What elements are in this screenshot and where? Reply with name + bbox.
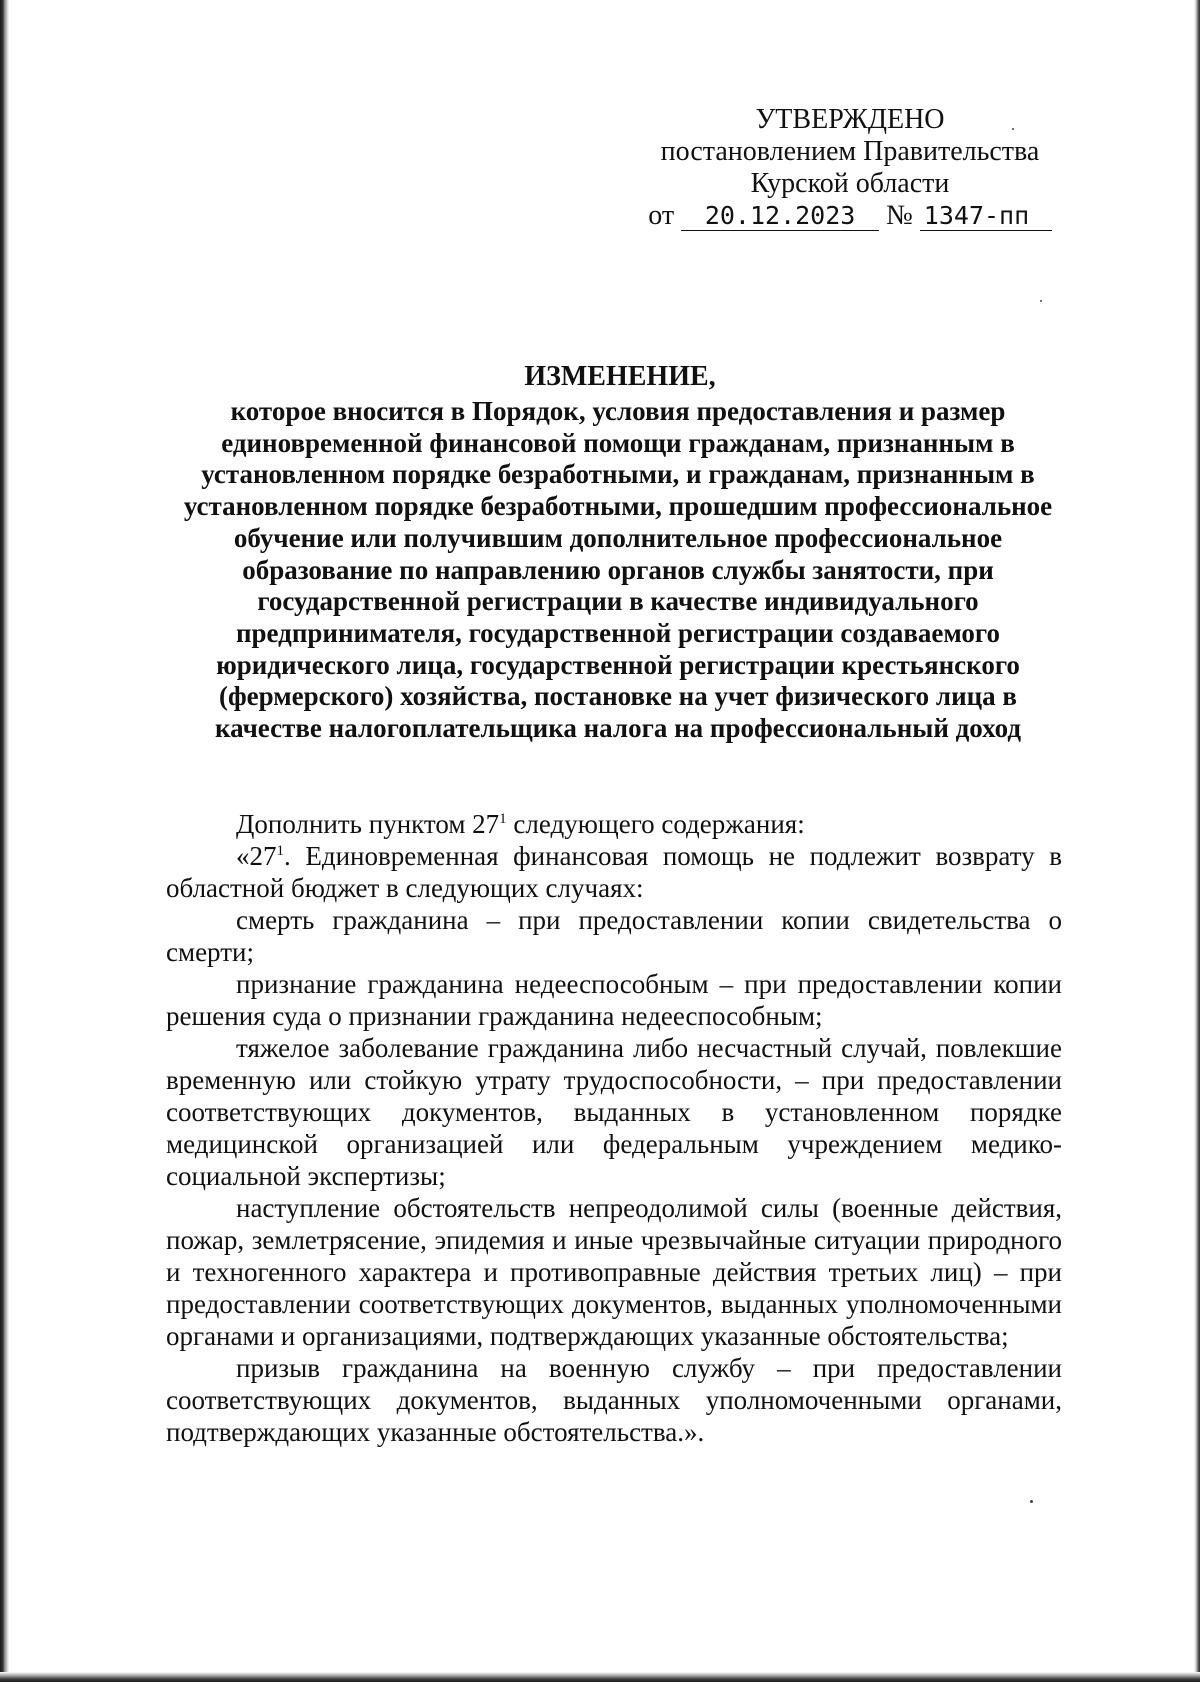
number-prefix: №: [886, 200, 913, 231]
scan-edge-bottom: [0, 1672, 1200, 1682]
approval-region: Курской области: [750, 168, 950, 199]
intro-tail: следующего содержания:: [506, 809, 805, 839]
document-body: [166, 808, 1062, 1448]
approval-heading: УТВЕРЖДЕНО: [755, 104, 945, 135]
approval-block: [640, 104, 1060, 232]
approval-number: 1347-пп: [920, 202, 1052, 231]
case-item-illness: тяжелое заболевание гражданина либо несчастный случай, повлекшие временную или стойкую утрату трудоспособности, – при предоставлении соответствующих документов, выданных в установленном порядке медицинской организацией или федеральным учреждением медико-социальной экспертизы;: [166, 1033, 1062, 1191]
approval-issuer: постановлением Правительства: [660, 136, 1040, 167]
approval-date: 20.12.2023: [681, 202, 879, 231]
intro-text: Дополнить пунктом 27: [236, 809, 500, 839]
case-item-force-majeure: наступление обстоятельств непреодолимой силы (военные действия, пожар, землетрясение, эпидемия и иные чрезвычайные ситуации природного и техногенного характера и противоправные действия третьих лиц) – при предоставлении соответствующих документов, выданных уполномоченными органами и организациями, подтверждающих указанные обстоятельства;: [166, 1193, 1062, 1351]
clause-paragraph: [166, 840, 1062, 904]
document-title: ИЗМЕНЕНИЕ,: [524, 361, 716, 392]
approval-date-row: [640, 200, 1060, 232]
scan-edge-right: [1194, 0, 1200, 1682]
intro-paragraph: [166, 808, 1062, 840]
scan-edge-left: [0, 0, 9, 1682]
scan-speck: [1030, 1500, 1033, 1503]
clause-superscript: 1: [276, 843, 284, 859]
case-item-incapacity: признание гражданина недееспособным – при предоставлении копии решения суда о признании гражданина недееспособным;: [166, 969, 1062, 1031]
clause-open: «27: [236, 841, 277, 871]
document-subtitle: которое вносится в Порядок, условия предоставления и размер единовременной финансовой помощи гражданам, признанным в установленном порядке безработными, и гражданам, признанным в установленном порядке безработными, прошедшим профессиональное обучение или получившим дополнительное профессиональное образование по направлению органов службы занятости, при государственной регистрации в качестве индивидуального предпринимателя, государственной регистрации создаваемого юридического лица, государственной регистрации крестьянского (фермерского) хозяйства, постановке на учет физического лица в качестве налогоплательщика налога на профессиональный доход: [183, 396, 1053, 744]
scan-speck: [1040, 300, 1042, 302]
case-item-military-service: призыв гражданина на военную службу – при предоставлении соответствующих документов, выданных уполномоченными органами, подтверждающих указанные обстоятельства.».: [166, 1353, 1062, 1447]
date-prefix: от: [648, 200, 675, 231]
clause-text: . Единовременная финансовая помощь не подлежит возврату в областной бюджет в следующих случаях:: [166, 841, 1062, 903]
intro-superscript: 1: [499, 811, 507, 827]
case-item-death: смерть гражданина – при предоставлении копии свидетельства о смерти;: [166, 905, 1062, 967]
